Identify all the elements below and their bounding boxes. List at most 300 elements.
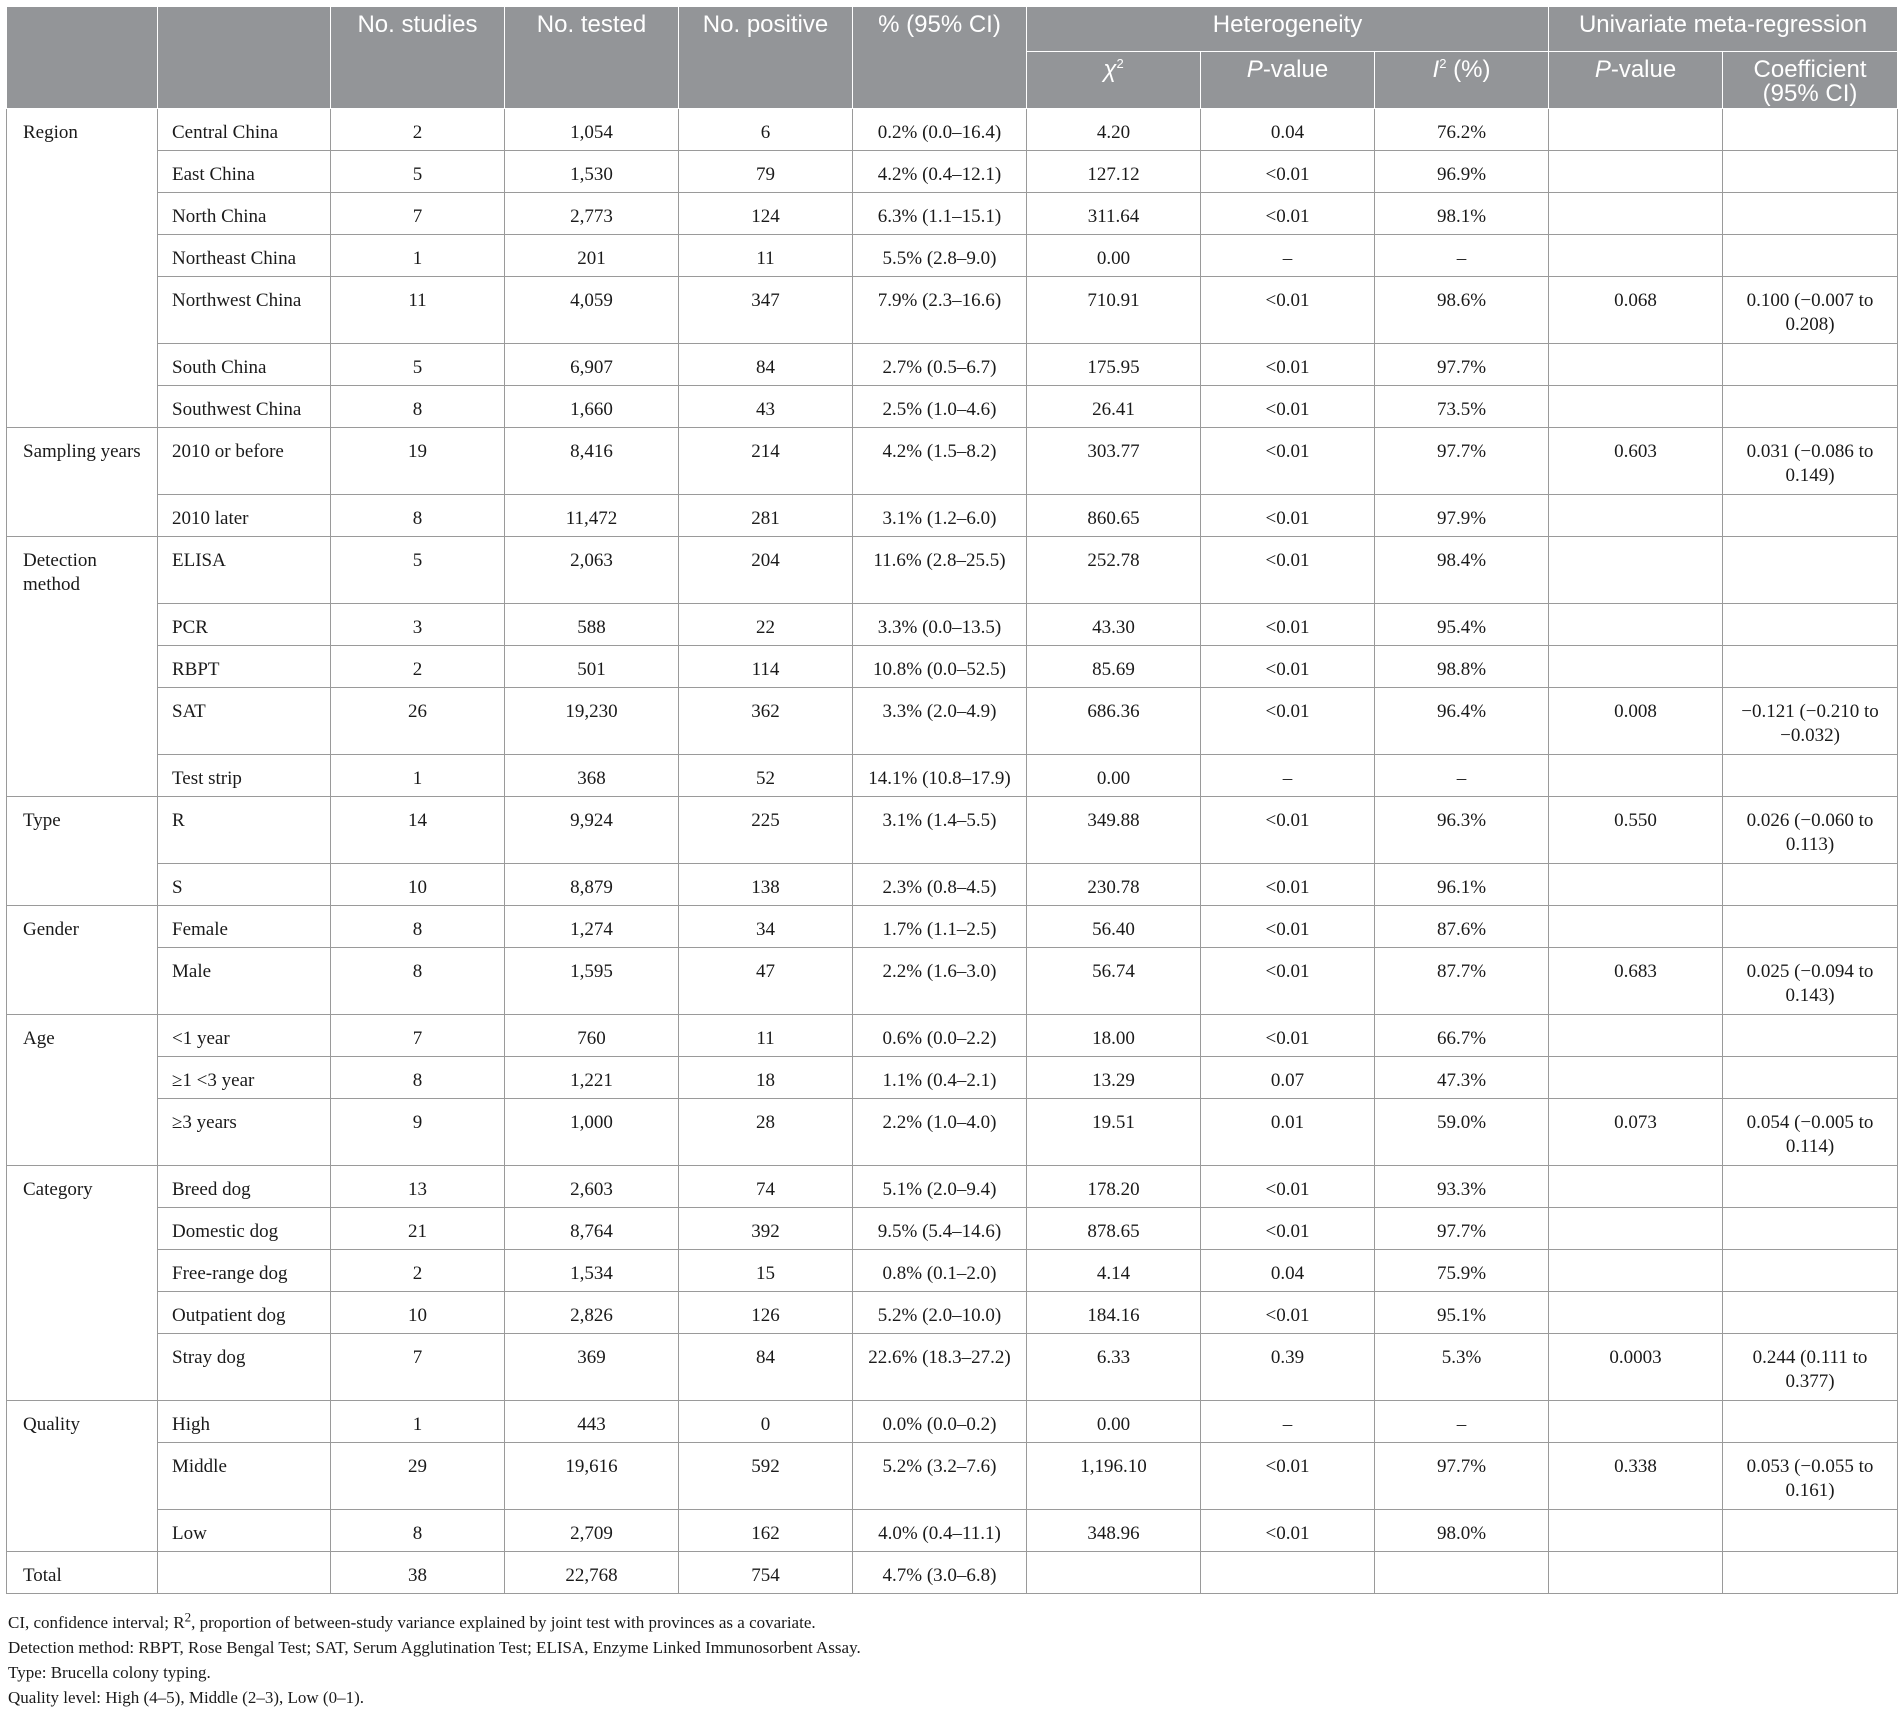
header-no-studies: No. studies [331, 7, 505, 109]
cell-pct: 2.3% (0.8–4.5) [853, 864, 1027, 906]
cell-pct: 5.2% (3.2–7.6) [853, 1443, 1027, 1510]
cell-tested: 369 [505, 1334, 679, 1401]
cell-tested: 2,709 [505, 1510, 679, 1552]
cell-tested: 1,660 [505, 386, 679, 428]
cell-positive: 0 [679, 1401, 853, 1443]
cell-positive: 592 [679, 1443, 853, 1510]
row-label: RBPT [158, 646, 331, 688]
cell-tested: 22,768 [505, 1552, 679, 1594]
row-label: Domestic dog [158, 1208, 331, 1250]
cell-tested: 501 [505, 646, 679, 688]
cell-i2: 97.7% [1375, 344, 1549, 386]
cell-positive: 6 [679, 109, 853, 151]
table-row [7, 604, 1898, 646]
cell-up [1549, 1292, 1723, 1334]
group-label: Category [7, 1166, 158, 1401]
cell-p: 0.04 [1201, 109, 1375, 151]
cell-coef [1723, 1057, 1898, 1099]
row-label: Outpatient dog [158, 1292, 331, 1334]
cell-studies: 8 [331, 948, 505, 1015]
cell-studies: 7 [331, 193, 505, 235]
cell-chi2: 0.00 [1027, 755, 1201, 797]
cell-positive: 225 [679, 797, 853, 864]
table-container [6, 6, 1897, 1594]
cell-coef: −0.121 (−0.210 to −0.032) [1723, 688, 1898, 755]
cell-pct: 4.0% (0.4–11.1) [853, 1510, 1027, 1552]
header-coefficient: Coefficient (95% CI) [1723, 52, 1898, 109]
cell-chi2: 686.36 [1027, 688, 1201, 755]
table-row [7, 386, 1898, 428]
cell-studies: 5 [331, 344, 505, 386]
cell-positive: 347 [679, 277, 853, 344]
cell-i2: 5.3% [1375, 1334, 1549, 1401]
cell-up [1549, 1166, 1723, 1208]
cell-pct: 5.2% (2.0–10.0) [853, 1292, 1027, 1334]
cell-pct: 2.7% (0.5–6.7) [853, 344, 1027, 386]
cell-p: <0.01 [1201, 386, 1375, 428]
row-label: 2010 or before [158, 428, 331, 495]
cell-p: <0.01 [1201, 277, 1375, 344]
table-row [7, 1334, 1898, 1401]
cell-coef [1723, 386, 1898, 428]
cell-tested: 4,059 [505, 277, 679, 344]
cell-studies: 21 [331, 1208, 505, 1250]
cell-i2: 96.9% [1375, 151, 1549, 193]
cell-up [1549, 1250, 1723, 1292]
row-label: East China [158, 151, 331, 193]
cell-i2: – [1375, 755, 1549, 797]
cell-pct: 0.8% (0.1–2.0) [853, 1250, 1027, 1292]
cell-up [1549, 1401, 1723, 1443]
cell-up [1549, 1057, 1723, 1099]
table-row [7, 1250, 1898, 1292]
row-label: North China [158, 193, 331, 235]
cell-studies: 8 [331, 1510, 505, 1552]
cell-pct: 7.9% (2.3–16.6) [853, 277, 1027, 344]
group-label: Age [7, 1015, 158, 1166]
cell-studies: 2 [331, 646, 505, 688]
cell-tested: 1,000 [505, 1099, 679, 1166]
cell-coef [1723, 1401, 1898, 1443]
group-label: Sampling years [7, 428, 158, 537]
cell-up [1549, 1208, 1723, 1250]
header-percent-ci: % (95% CI) [853, 7, 1027, 109]
row-label: S [158, 864, 331, 906]
cell-chi2: 19.51 [1027, 1099, 1201, 1166]
cell-coef [1723, 1292, 1898, 1334]
cell-tested: 368 [505, 755, 679, 797]
cell-up [1549, 646, 1723, 688]
row-label: SAT [158, 688, 331, 755]
cell-chi2: 184.16 [1027, 1292, 1201, 1334]
cell-p: <0.01 [1201, 151, 1375, 193]
cell-pct: 3.1% (1.4–5.5) [853, 797, 1027, 864]
cell-chi2: 6.33 [1027, 1334, 1201, 1401]
cell-tested: 2,826 [505, 1292, 679, 1334]
cell-pct: 3.3% (2.0–4.9) [853, 688, 1027, 755]
cell-p: <0.01 [1201, 688, 1375, 755]
row-label [158, 1552, 331, 1594]
table-row [7, 906, 1898, 948]
cell-p: <0.01 [1201, 604, 1375, 646]
cell-chi2: 303.77 [1027, 428, 1201, 495]
row-label: 2010 later [158, 495, 331, 537]
table-row [7, 688, 1898, 755]
table-row [7, 1057, 1898, 1099]
cell-positive: 11 [679, 235, 853, 277]
row-label: Northeast China [158, 235, 331, 277]
cell-i2: 97.7% [1375, 1208, 1549, 1250]
cell-chi2: 43.30 [1027, 604, 1201, 646]
cell-positive: 43 [679, 386, 853, 428]
cell-chi2: 0.00 [1027, 1401, 1201, 1443]
cell-i2: 95.4% [1375, 604, 1549, 646]
cell-coef: 0.025 (−0.094 to 0.143) [1723, 948, 1898, 1015]
cell-chi2: 85.69 [1027, 646, 1201, 688]
cell-tested: 1,534 [505, 1250, 679, 1292]
header-no-positive: No. positive [679, 7, 853, 109]
cell-i2 [1375, 1552, 1549, 1594]
cell-pct: 2.5% (1.0–4.6) [853, 386, 1027, 428]
cell-coef [1723, 1166, 1898, 1208]
cell-i2: 73.5% [1375, 386, 1549, 428]
cell-positive: 204 [679, 537, 853, 604]
cell-chi2: 26.41 [1027, 386, 1201, 428]
cell-chi2: 1,196.10 [1027, 1443, 1201, 1510]
table-row [7, 1552, 1898, 1594]
row-label: Male [158, 948, 331, 1015]
cell-chi2: 252.78 [1027, 537, 1201, 604]
cell-coef: 0.054 (−0.005 to 0.114) [1723, 1099, 1898, 1166]
cell-pct: 1.1% (0.4–2.1) [853, 1057, 1027, 1099]
row-label: R [158, 797, 331, 864]
cell-studies: 19 [331, 428, 505, 495]
cell-i2: 59.0% [1375, 1099, 1549, 1166]
cell-up: 0.073 [1549, 1099, 1723, 1166]
cell-i2: 66.7% [1375, 1015, 1549, 1057]
cell-pct: 0.6% (0.0–2.2) [853, 1015, 1027, 1057]
row-label: Test strip [158, 755, 331, 797]
cell-i2: 97.7% [1375, 428, 1549, 495]
cell-coef [1723, 604, 1898, 646]
cell-coef [1723, 1250, 1898, 1292]
cell-studies: 7 [331, 1015, 505, 1057]
row-label: Southwest China [158, 386, 331, 428]
row-label: ELISA [158, 537, 331, 604]
cell-positive: 84 [679, 1334, 853, 1401]
cell-coef [1723, 151, 1898, 193]
group-label: Region [7, 109, 158, 428]
table-row [7, 1208, 1898, 1250]
table-row [7, 755, 1898, 797]
footnote-detection: Detection method: RBPT, Rose Bengal Test; SAT, Serum Agglutination Test; ELISA, Enzyme Linked Immunosorbent Assay. [8, 1638, 861, 1657]
cell-tested: 1,054 [505, 109, 679, 151]
cell-positive: 11 [679, 1015, 853, 1057]
cell-i2: 47.3% [1375, 1057, 1549, 1099]
cell-chi2: 860.65 [1027, 495, 1201, 537]
cell-p: <0.01 [1201, 428, 1375, 495]
cell-studies: 10 [331, 1292, 505, 1334]
cell-coef [1723, 906, 1898, 948]
cell-studies: 26 [331, 688, 505, 755]
cell-chi2: 230.78 [1027, 864, 1201, 906]
header-chi2: $\chi^2$ [1027, 52, 1201, 109]
cell-chi2: 710.91 [1027, 277, 1201, 344]
cell-coef [1723, 864, 1898, 906]
cell-studies: 9 [331, 1099, 505, 1166]
row-label: ≥3 years [158, 1099, 331, 1166]
cell-i2: 98.6% [1375, 277, 1549, 344]
cell-up [1549, 344, 1723, 386]
cell-chi2: 178.20 [1027, 1166, 1201, 1208]
cell-studies: 29 [331, 1443, 505, 1510]
cell-coef: 0.031 (−0.086 to 0.149) [1723, 428, 1898, 495]
cell-positive: 281 [679, 495, 853, 537]
cell-chi2: 311.64 [1027, 193, 1201, 235]
row-label: Breed dog [158, 1166, 331, 1208]
cell-i2: 98.0% [1375, 1510, 1549, 1552]
row-label: High [158, 1401, 331, 1443]
table-row [7, 344, 1898, 386]
cell-i2: 96.1% [1375, 864, 1549, 906]
cell-up [1549, 1015, 1723, 1057]
cell-i2: 76.2% [1375, 109, 1549, 151]
cell-i2: 97.9% [1375, 495, 1549, 537]
cell-studies: 2 [331, 1250, 505, 1292]
cell-p: <0.01 [1201, 1292, 1375, 1334]
cell-pct: 2.2% (1.6–3.0) [853, 948, 1027, 1015]
group-label: Type [7, 797, 158, 906]
footnote-ci: CI, confidence interval; $R^2$, proportion of between-study variance explained by joint test with provinces as a covariate. [8, 1609, 816, 1632]
cell-chi2: 56.40 [1027, 906, 1201, 948]
cell-coef [1723, 235, 1898, 277]
table-row [7, 1166, 1898, 1208]
cell-pct: 3.1% (1.2–6.0) [853, 495, 1027, 537]
table-row [7, 646, 1898, 688]
header-univariate: Univariate meta-regression [1549, 7, 1898, 52]
cell-tested: 2,063 [505, 537, 679, 604]
table-header [7, 7, 1898, 109]
cell-chi2: 175.95 [1027, 344, 1201, 386]
cell-up: 0.603 [1549, 428, 1723, 495]
cell-positive: 47 [679, 948, 853, 1015]
header-no-tested: No. tested [505, 7, 679, 109]
cell-pct: 4.2% (0.4–12.1) [853, 151, 1027, 193]
table-body [7, 109, 1898, 1594]
cell-coef [1723, 193, 1898, 235]
cell-i2: 98.1% [1375, 193, 1549, 235]
cell-chi2: 56.74 [1027, 948, 1201, 1015]
row-label: South China [158, 344, 331, 386]
table-row [7, 109, 1898, 151]
group-label: Total [7, 1552, 158, 1594]
cell-tested: 8,879 [505, 864, 679, 906]
header-heterogeneity: Heterogeneity [1027, 7, 1549, 52]
cell-p: <0.01 [1201, 1015, 1375, 1057]
cell-coef [1723, 1552, 1898, 1594]
cell-up [1549, 193, 1723, 235]
cell-coef [1723, 1015, 1898, 1057]
cell-up: 0.068 [1549, 277, 1723, 344]
cell-pct: 4.2% (1.5–8.2) [853, 428, 1027, 495]
cell-up [1549, 1510, 1723, 1552]
cell-tested: 443 [505, 1401, 679, 1443]
cell-i2: 87.7% [1375, 948, 1549, 1015]
cell-positive: 18 [679, 1057, 853, 1099]
cell-coef: 0.100 (−0.007 to 0.208) [1723, 277, 1898, 344]
cell-tested: 1,595 [505, 948, 679, 1015]
cell-studies: 8 [331, 386, 505, 428]
cell-i2: 98.4% [1375, 537, 1549, 604]
cell-coef [1723, 646, 1898, 688]
cell-positive: 15 [679, 1250, 853, 1292]
cell-up [1549, 109, 1723, 151]
cell-pct: 0.0% (0.0–0.2) [853, 1401, 1027, 1443]
cell-pct: 2.2% (1.0–4.0) [853, 1099, 1027, 1166]
cell-p: <0.01 [1201, 1208, 1375, 1250]
cell-p: 0.01 [1201, 1099, 1375, 1166]
cell-pct: 4.7% (3.0–6.8) [853, 1552, 1027, 1594]
cell-tested: 1,530 [505, 151, 679, 193]
cell-p: <0.01 [1201, 906, 1375, 948]
cell-studies: 11 [331, 277, 505, 344]
cell-positive: 79 [679, 151, 853, 193]
cell-pct: 22.6% (18.3–27.2) [853, 1334, 1027, 1401]
cell-positive: 126 [679, 1292, 853, 1334]
header-blank-group [7, 7, 158, 109]
table-row [7, 1099, 1898, 1166]
cell-tested: 6,907 [505, 344, 679, 386]
cell-studies: 5 [331, 151, 505, 193]
cell-tested: 19,616 [505, 1443, 679, 1510]
cell-tested: 1,221 [505, 1057, 679, 1099]
cell-i2: 93.3% [1375, 1166, 1549, 1208]
table-row [7, 1292, 1898, 1334]
cell-p: 0.04 [1201, 1250, 1375, 1292]
cell-coef: 0.053 (−0.055 to 0.161) [1723, 1443, 1898, 1510]
cell-positive: 84 [679, 344, 853, 386]
cell-studies: 13 [331, 1166, 505, 1208]
cell-positive: 74 [679, 1166, 853, 1208]
cell-positive: 162 [679, 1510, 853, 1552]
table-row [7, 193, 1898, 235]
cell-pct: 3.3% (0.0–13.5) [853, 604, 1027, 646]
cell-p: <0.01 [1201, 495, 1375, 537]
row-label: Free-range dog [158, 1250, 331, 1292]
cell-p: <0.01 [1201, 797, 1375, 864]
table-row [7, 277, 1898, 344]
cell-chi2: 13.29 [1027, 1057, 1201, 1099]
cell-up [1549, 537, 1723, 604]
cell-coef [1723, 755, 1898, 797]
cell-up: 0.683 [1549, 948, 1723, 1015]
cell-studies: 7 [331, 1334, 505, 1401]
cell-positive: 34 [679, 906, 853, 948]
cell-positive: 214 [679, 428, 853, 495]
row-label: ≥1 <3 year [158, 1057, 331, 1099]
cell-up: 0.008 [1549, 688, 1723, 755]
cell-coef [1723, 344, 1898, 386]
cell-chi2: 18.00 [1027, 1015, 1201, 1057]
group-label: Gender [7, 906, 158, 1015]
cell-chi2: 127.12 [1027, 151, 1201, 193]
cell-coef [1723, 1208, 1898, 1250]
cell-p: <0.01 [1201, 1510, 1375, 1552]
cell-studies: 5 [331, 537, 505, 604]
cell-coef [1723, 537, 1898, 604]
header-uni-p-value: P-value [1549, 52, 1723, 109]
cell-up [1549, 755, 1723, 797]
cell-studies: 14 [331, 797, 505, 864]
table-row [7, 1015, 1898, 1057]
cell-tested: 9,924 [505, 797, 679, 864]
table-row [7, 1401, 1898, 1443]
cell-tested: 2,773 [505, 193, 679, 235]
row-label: Stray dog [158, 1334, 331, 1401]
cell-p: <0.01 [1201, 537, 1375, 604]
cell-positive: 754 [679, 1552, 853, 1594]
cell-pct: 0.2% (0.0–16.4) [853, 109, 1027, 151]
cell-pct: 5.1% (2.0–9.4) [853, 1166, 1027, 1208]
cell-p: <0.01 [1201, 193, 1375, 235]
cell-p: <0.01 [1201, 646, 1375, 688]
cell-positive: 28 [679, 1099, 853, 1166]
cell-p: <0.01 [1201, 948, 1375, 1015]
cell-coef [1723, 495, 1898, 537]
cell-positive: 22 [679, 604, 853, 646]
cell-up: 0.338 [1549, 1443, 1723, 1510]
cell-i2: 75.9% [1375, 1250, 1549, 1292]
cell-up [1549, 906, 1723, 948]
cell-pct: 6.3% (1.1–15.1) [853, 193, 1027, 235]
cell-up [1549, 235, 1723, 277]
cell-positive: 392 [679, 1208, 853, 1250]
cell-p: <0.01 [1201, 1166, 1375, 1208]
cell-p: 0.39 [1201, 1334, 1375, 1401]
footnote-quality: Quality level: High (4–5), Middle (2–3), Low (0–1). [8, 1688, 364, 1707]
header-blank-label [158, 7, 331, 109]
cell-up: 0.550 [1549, 797, 1723, 864]
cell-up [1549, 151, 1723, 193]
cell-up [1549, 495, 1723, 537]
group-label: Quality [7, 1401, 158, 1552]
cell-tested: 2,603 [505, 1166, 679, 1208]
cell-studies: 38 [331, 1552, 505, 1594]
cell-pct: 14.1% (10.8–17.9) [853, 755, 1027, 797]
cell-pct: 1.7% (1.1–2.5) [853, 906, 1027, 948]
cell-positive: 362 [679, 688, 853, 755]
cell-studies: 3 [331, 604, 505, 646]
cell-positive: 138 [679, 864, 853, 906]
cell-chi2: 878.65 [1027, 1208, 1201, 1250]
row-label: Female [158, 906, 331, 948]
cell-chi2: 4.20 [1027, 109, 1201, 151]
cell-tested: 11,472 [505, 495, 679, 537]
cell-i2: 98.8% [1375, 646, 1549, 688]
cell-studies: 10 [331, 864, 505, 906]
footnotes [8, 1610, 861, 1710]
row-label: Middle [158, 1443, 331, 1510]
cell-tested: 588 [505, 604, 679, 646]
cell-i2: 95.1% [1375, 1292, 1549, 1334]
footnote-type: Type: Brucella colony typing. [8, 1663, 211, 1682]
cell-tested: 201 [505, 235, 679, 277]
cell-positive: 52 [679, 755, 853, 797]
cell-i2: 97.7% [1375, 1443, 1549, 1510]
cell-up: 0.0003 [1549, 1334, 1723, 1401]
cell-studies: 1 [331, 1401, 505, 1443]
cell-p: <0.01 [1201, 344, 1375, 386]
